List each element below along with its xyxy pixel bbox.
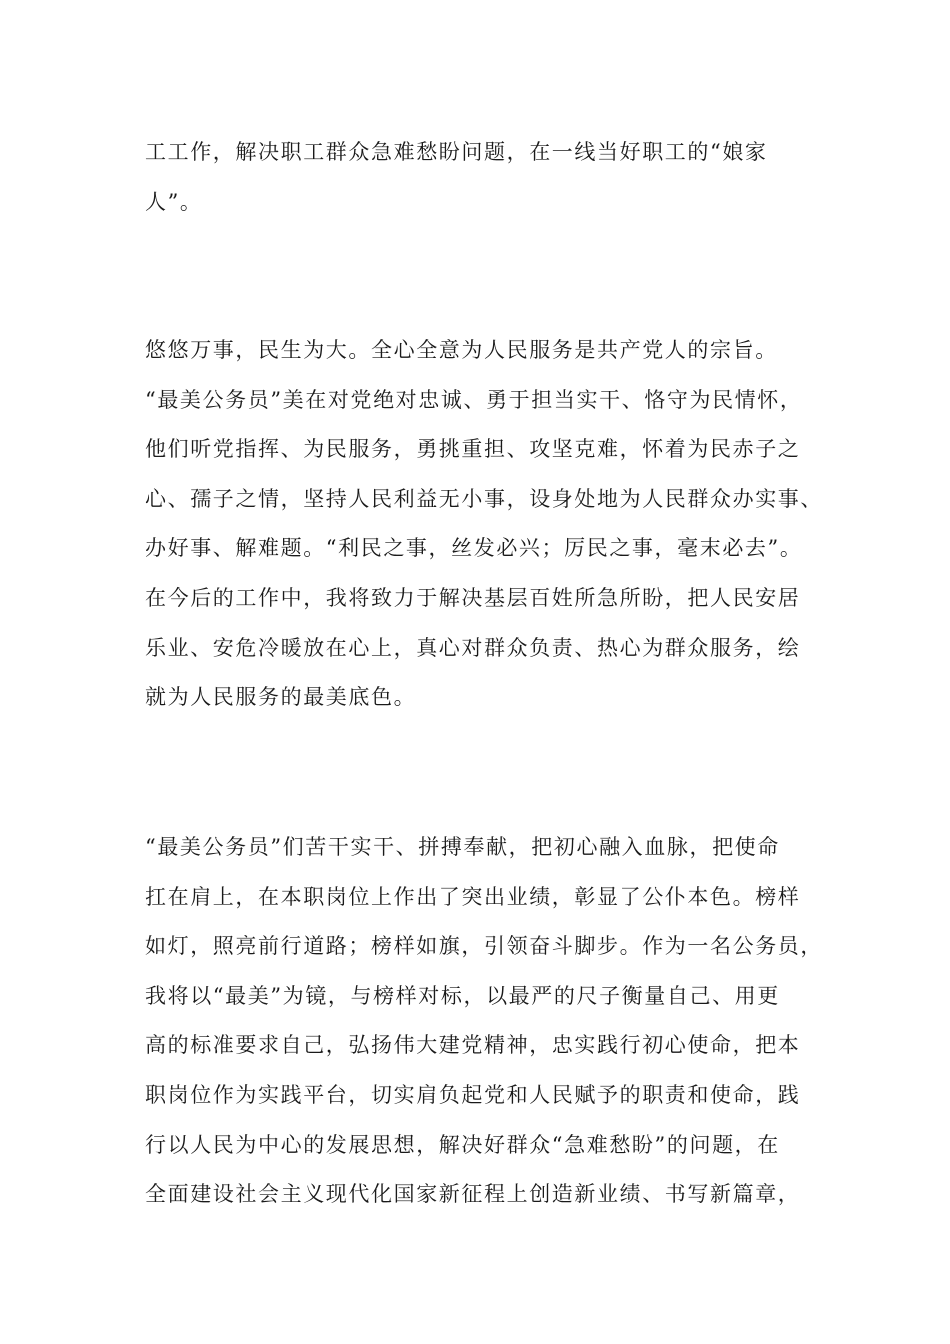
text-line: 职岗位作为实践平台，切实肩负起党和人民赋予的职责和使命，践	[145, 1082, 801, 1107]
text-line: 高的标准要求自己，弘扬伟大建党精神，忠实践行初心使命，把本	[145, 1033, 801, 1058]
text-line: 就为人民服务的最美底色。	[145, 685, 417, 710]
text-line: “最美公务员”们苦干实干、拼搏奉献，把初心融入血脉，把使命	[145, 835, 780, 859]
paragraph-continuation	[145, 128, 835, 227]
text-line: 在今后的工作中，我将致力于解决基层百姓所急所盼，把人民安居	[145, 585, 801, 610]
text-line: 全面建设社会主义现代化国家新征程上创造新业绩、书写新篇章，	[145, 1182, 801, 1207]
text-line: 我将以“最美”为镜，与榜样对标，以最严的尺子衡量自己、用更	[145, 983, 780, 1008]
text-line: 他们听党指挥、为民服务，勇挑重担、攻坚克难，怀着为民赤子之	[145, 437, 801, 462]
paragraph-role-models	[145, 823, 835, 1220]
text-line: 扛在肩上，在本职岗位上作出了突出业绩，彰显了公仆本色。榜样	[145, 884, 801, 909]
text-line: “最美公务员”美在对党绝对忠诚、勇于担当实干、恪守为民情怀，	[145, 387, 803, 412]
text-line: 乐业、安危冷暖放在心上，真心对群众负责、热心为群众服务，绘	[145, 635, 801, 660]
text-line: 心、孺子之情，坚持人民利益无小事，设身处地为人民群众办实事、	[145, 486, 823, 511]
text-line: 办好事、解难题。“利民之事，丝发必兴；厉民之事，毫末必去”。	[145, 536, 803, 561]
text-line: 如灯，照亮前行道路；榜样如旗，引领奋斗脚步。作为一名公务员，	[145, 934, 823, 959]
text-line: 人”。	[145, 189, 203, 214]
text-line: 工工作，解决职工群众急难愁盼问题，在一线当好职工的“娘家	[145, 140, 768, 164]
text-line: 行以人民为中心的发展思想，解决好群众“急难愁盼”的问题，在	[145, 1132, 780, 1157]
text-line: 悠悠万事，民生为大。全心全意为人民服务是共产党人的宗旨。	[145, 338, 778, 362]
paragraph-people-livelihood	[145, 326, 835, 723]
